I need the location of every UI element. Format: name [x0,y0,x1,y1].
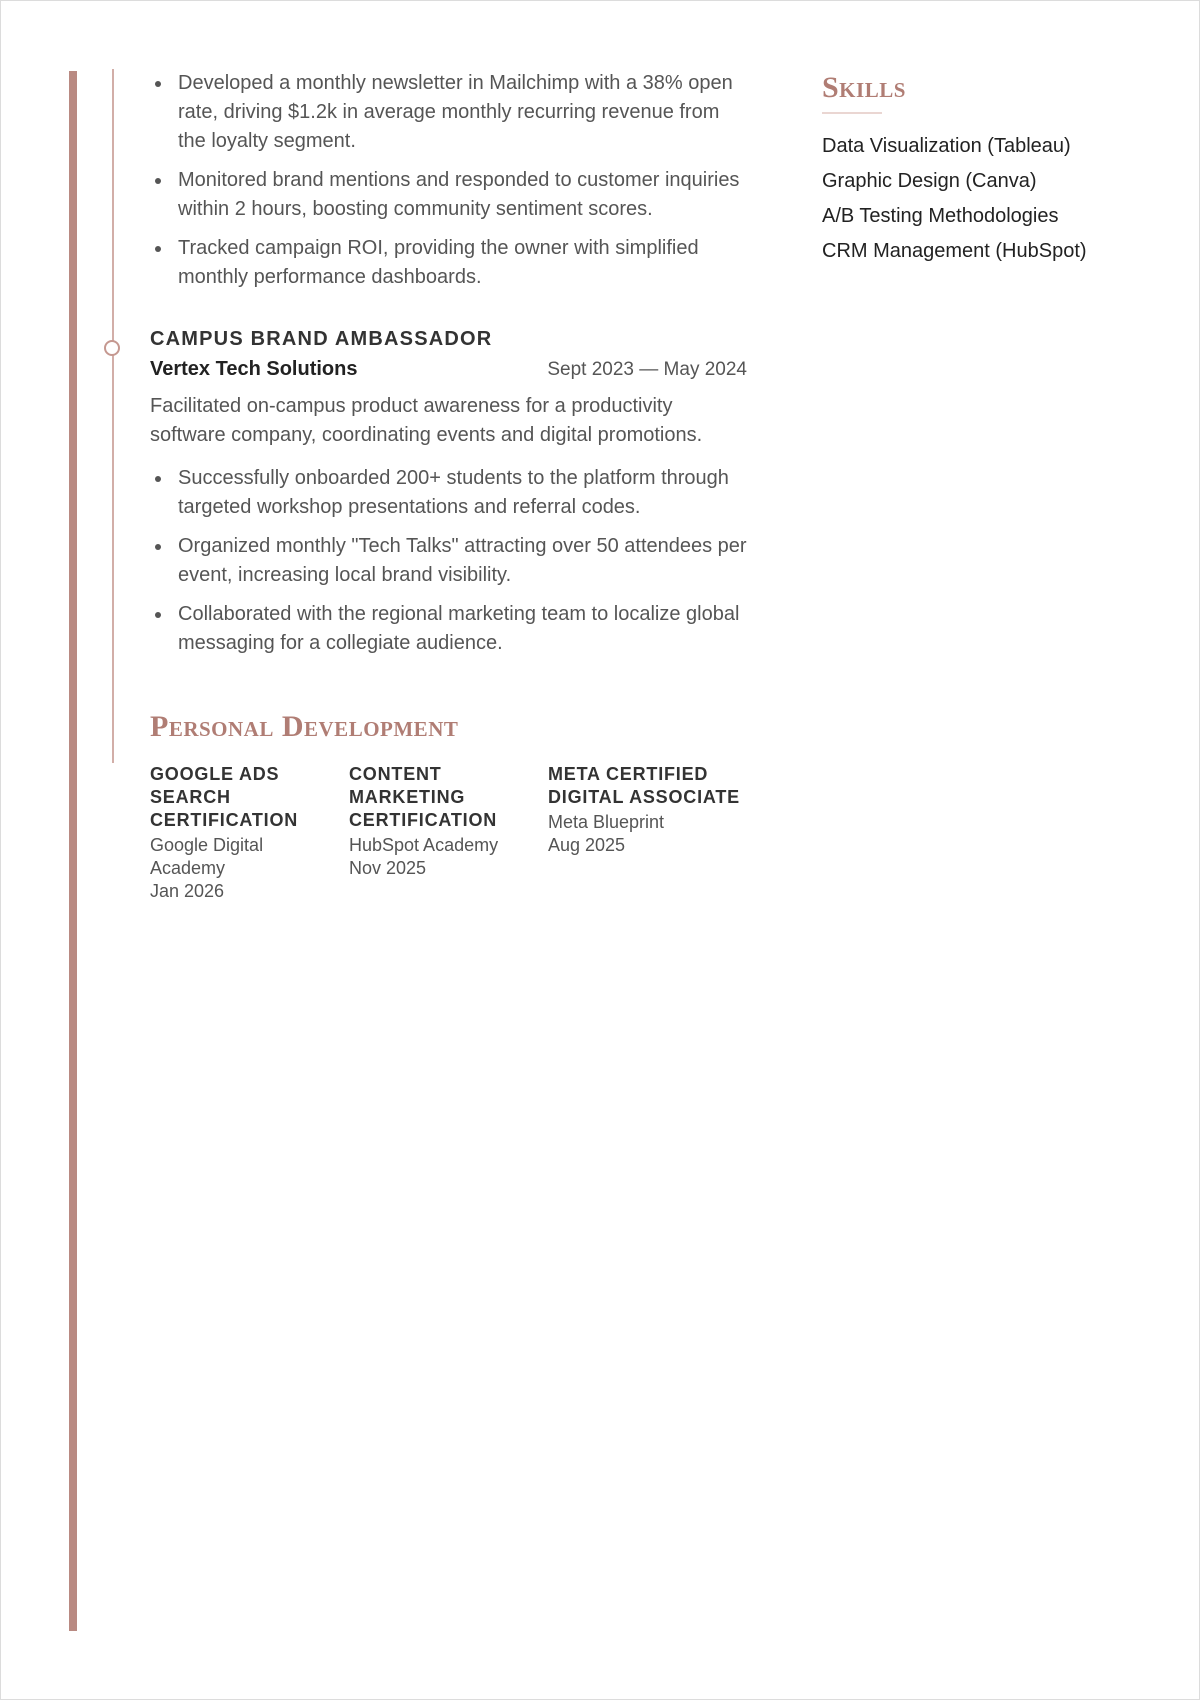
certification-date: Aug 2025 [548,835,626,855]
company-name: Vertex Tech Solutions [150,358,358,380]
certification-card [548,763,747,903]
skills-list [822,134,1162,264]
timeline-node-icon [104,340,120,356]
certification-date: Nov 2025 [349,858,427,878]
previous-role-bullets [150,69,747,292]
certification-name: GOOGLE ADS SEARCH CERTIFICATION [150,764,299,830]
skill-item: CRM Management (HubSpot) [822,240,1087,262]
certifications-grid [150,763,747,903]
certification-issuer: Meta Blueprint [548,812,665,832]
sidebar-column [822,71,1162,274]
list-item: Successfully onboarded 200+ students to the platform through targeted workshop presentations and referral codes. [150,464,747,522]
certification-name: META CERTIFIED DIGITAL ASSOCIATE [548,764,740,807]
campus-role-bullets [150,464,747,658]
campus-role-entry [150,326,747,658]
certification-card [349,763,548,903]
skill-item: A/B Testing Methodologies [822,205,1059,227]
certification-issuer: Google Digital Academy [150,835,264,878]
accent-bar [69,71,77,1631]
certification-date: Jan 2026 [150,881,225,901]
skills-divider [822,112,882,114]
list-item: Tracked campaign ROI, providing the owner with simplified monthly performance dashboards. [150,234,747,292]
skill-item: Graphic Design (Canva) [822,170,1037,192]
main-column [150,69,747,903]
list-item: Collaborated with the regional marketing team to localize global messaging for a collegiate audience. [150,600,747,658]
skill-item: Data Visualization (Tableau) [822,135,1071,157]
personal-development-heading: Personal Development [150,710,459,743]
list-item: Developed a monthly newsletter in Mailchimp with a 38% open rate, driving $1.2k in average monthly recurring revenue from the loyalty segment. [150,69,747,156]
job-meta [150,357,747,382]
job-title: CAMPUS BRAND AMBASSADOR [150,328,493,350]
job-dates: Sept 2023 — May 2024 [547,359,747,380]
list-item: Monitored brand mentions and responded to customer inquiries within 2 hours, boosting community sentiment scores. [150,166,747,224]
list-item: Organized monthly "Tech Talks" attracting over 50 attendees per event, increasing local brand visibility. [150,532,747,590]
skills-heading: Skills [822,71,906,104]
job-summary: Facilitated on-campus product awareness for a productivity software company, coordinating events and digital promotions. [150,395,703,446]
certification-card [150,763,349,903]
certification-name: CONTENT MARKETING CERTIFICATION [349,764,498,830]
timeline-line [112,69,114,763]
certification-issuer: HubSpot Academy [349,835,499,855]
